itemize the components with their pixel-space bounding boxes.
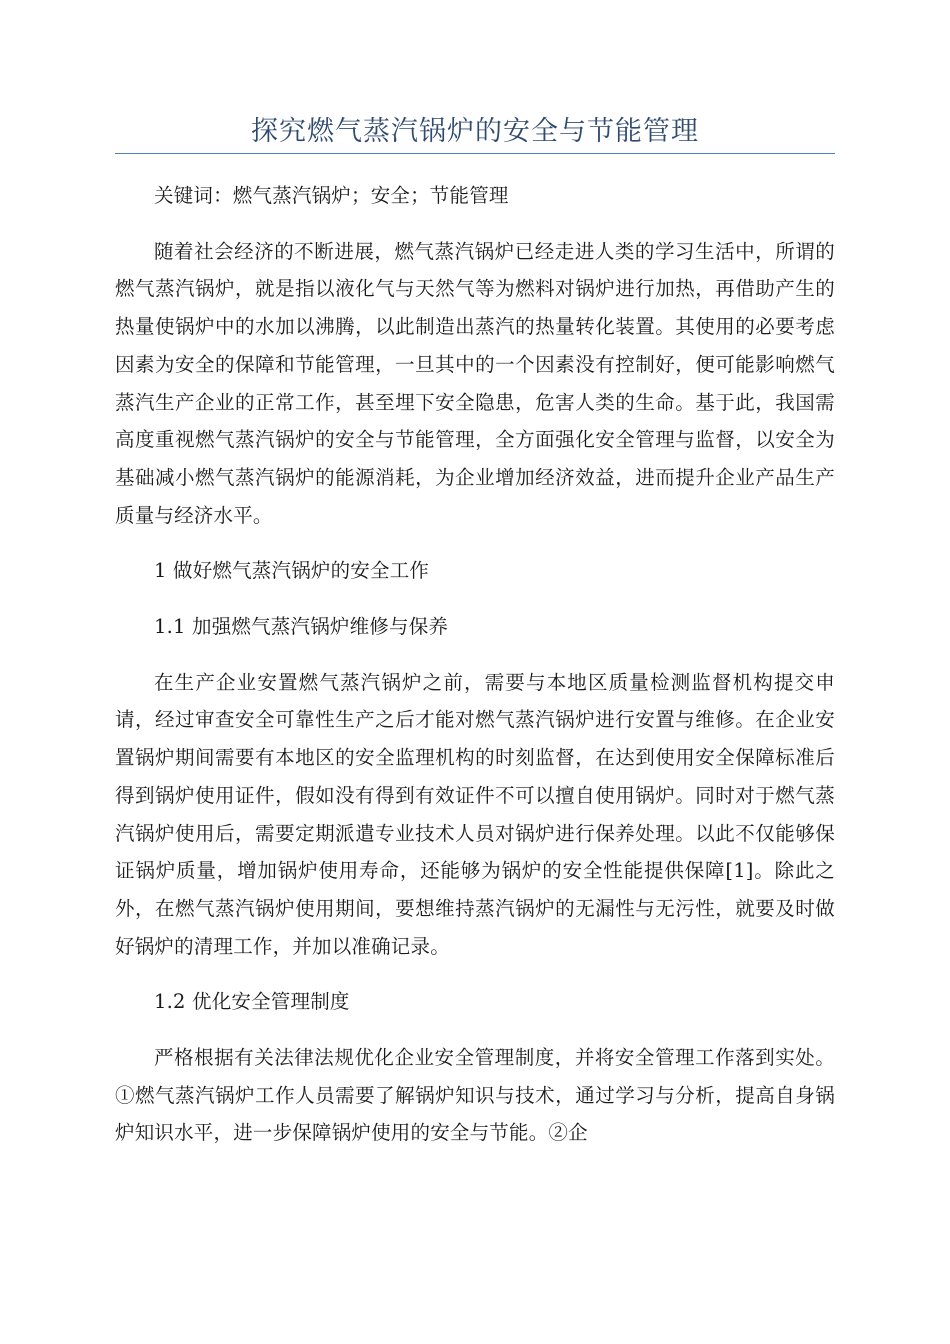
- document-title: 探究燃气蒸汽锅炉的安全与节能管理: [251, 116, 699, 147]
- title-underline: [115, 153, 835, 154]
- document-body: [115, 177, 835, 1152]
- section-1-1-paragraph: 在生产企业安置燃气蒸汽锅炉之前，需要与本地区质量检测监督机构提交申请，经过审查安全可靠性生产之后才能对燃气蒸汽锅炉进行安置与维修。在企业安置锅炉期间需要有本地区的安全监理机构的时刻监督，在达到使用安全保障标准后得到锅炉使用证件，假如没有得到有效证件不可以擅自使用锅炉。同时对于燃气蒸汽锅炉使用后，需要定期派遣专业技术人员对锅炉进行保养处理。以此不仅能够保证锅炉质量，增加锅炉使用寿命，还能够为锅炉的安全性能提供保障[1]。除此之外，在燃气蒸汽锅炉使用期间，要想维持蒸汽锅炉的无漏性与无污性，就要及时做好锅炉的清理工作，并加以准确记录。: [115, 670, 835, 958]
- section-1-2-heading: 1.2 优化安全管理制度: [154, 990, 350, 1014]
- intro-paragraph: 随着社会经济的不断进展，燃气蒸汽锅炉已经走进人类的学习生活中，所谓的燃气蒸汽锅炉，就是指以液化气与天然气等为燃料对锅炉进行加热，再借助产生的热量使锅炉中的水加以沸腾，以此制造出蒸汽的热量转化装置。其使用的必要考虑因素为安全的保障和节能管理，一旦其中的一个因素没有控制好，便可能影响燃气蒸汽生产企业的正常工作，甚至埋下安全隐患，危害人类的生命。基于此，我国需高度重视燃气蒸汽锅炉的安全与节能管理，全方面强化安全管理与监督，以安全为基础减小燃气蒸汽锅炉的能源消耗，为企业增加经济效益，进而提升企业产品生产质量与经济水平。: [115, 239, 835, 527]
- section-1-2-paragraph: 严格根据有关法律法规优化企业安全管理制度，并将安全管理工作落到实处。①燃气蒸汽锅炉工作人员需要了解锅炉知识与技术，通过学习与分析，提高自身锅炉知识水平，进一步保障锅炉使用的安全与节能。②企: [115, 1046, 835, 1145]
- keywords-line: 关键词：燃气蒸汽锅炉；安全；节能管理: [154, 184, 509, 207]
- section-1-heading: 1 做好燃气蒸汽锅炉的安全工作: [154, 559, 430, 583]
- section-1-1-heading: 1.1 加强燃气蒸汽锅炉维修与保养: [154, 615, 449, 639]
